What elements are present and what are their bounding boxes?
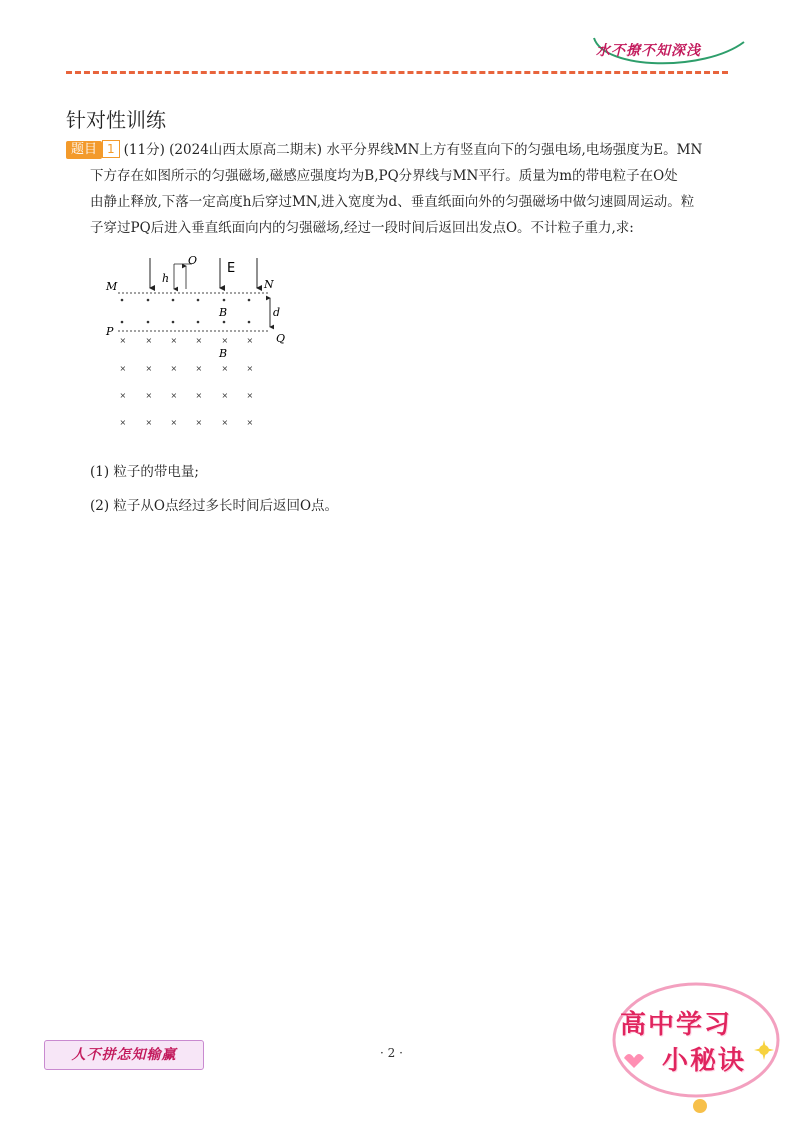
- field-cross-mark: ×: [170, 364, 178, 373]
- field-dot-mark: [147, 321, 150, 324]
- footer-motto: 人不拼怎知输赢: [44, 1040, 204, 1070]
- field-dot-mark: [197, 299, 200, 302]
- problem-line-1: (11分) (2024山西太原高二期末) 水平分界线MN上方有竖直向下的匀强电场,电场强度为E。MN: [123, 142, 703, 158]
- field-dot-mark: [172, 321, 175, 324]
- field-dot-mark: [223, 321, 226, 324]
- field-cross-mark: ×: [119, 418, 127, 427]
- field-cross-mark: ×: [195, 418, 203, 427]
- field-cross-mark: ×: [145, 391, 153, 400]
- field-dot-mark: [197, 321, 200, 324]
- label-q: Q: [276, 332, 286, 345]
- label-o: O: [188, 254, 198, 267]
- label-h: h: [162, 272, 170, 285]
- label-b-out: B: [219, 306, 228, 319]
- label-d: d: [273, 306, 281, 319]
- question-list: [90, 455, 730, 523]
- field-cross-mark: ×: [119, 364, 127, 373]
- section-title: 针对性训练: [66, 108, 166, 132]
- field-cross-mark: ×: [170, 418, 178, 427]
- field-dot-mark: [121, 321, 124, 324]
- field-cross-mark: ×: [246, 418, 254, 427]
- field-cross-mark: ×: [195, 364, 203, 373]
- field-cross-mark: ×: [246, 364, 254, 373]
- page-number: · 2 ·: [380, 1046, 403, 1060]
- field-dot-mark: [223, 299, 226, 302]
- label-n: N: [264, 278, 274, 291]
- field-diagram: [100, 250, 300, 430]
- header-motto: 水不撩不知深浅: [596, 43, 701, 59]
- question-2: (2) 粒子从O点经过多长时间后返回O点。: [90, 498, 339, 514]
- field-cross-mark: ×: [195, 336, 203, 345]
- question-1: (1) 粒子的带电量;: [90, 464, 199, 480]
- field-dot-mark: [248, 321, 251, 324]
- problem-tag: 题目: [66, 141, 102, 159]
- field-cross-mark: ×: [221, 336, 229, 345]
- field-cross-mark: ×: [145, 336, 153, 345]
- field-cross-mark: ×: [195, 391, 203, 400]
- field-cross-mark: ×: [145, 364, 153, 373]
- problem-line-2: 下方存在如图所示的匀强磁场,磁感应强度均为B,PQ分界线与MN平行。质量为m的带电粒子在O处: [90, 168, 678, 184]
- label-b-in: B: [219, 347, 228, 360]
- field-cross-mark: ×: [170, 391, 178, 400]
- label-m: M: [106, 280, 118, 293]
- label-e: E: [227, 261, 236, 276]
- field-cross-mark: ×: [119, 391, 127, 400]
- field-cross-mark: ×: [170, 336, 178, 345]
- field-cross-mark: ×: [221, 418, 229, 427]
- logo-text-line-1: 高中学习: [620, 1010, 733, 1040]
- field-dot-mark: [172, 299, 175, 302]
- field-cross-mark: ×: [246, 336, 254, 345]
- label-p: P: [106, 325, 114, 338]
- header-divider: [66, 71, 728, 74]
- field-dot-mark: [248, 299, 251, 302]
- problem-line-3: 由静止释放,下落一定高度h后穿过MN,进入宽度为d、垂直纸面向外的匀强磁场中做匀速圆周运动。粒: [90, 194, 695, 210]
- problem-number: 1: [102, 140, 120, 158]
- field-dot-mark: [147, 299, 150, 302]
- problem-statement: [66, 137, 732, 241]
- logo-text-line-2: 小秘诀: [662, 1046, 747, 1076]
- field-cross-mark: ×: [221, 391, 229, 400]
- field-cross-mark: ×: [246, 391, 254, 400]
- field-cross-mark: ×: [119, 336, 127, 345]
- field-dot-mark: [121, 299, 124, 302]
- field-cross-mark: ×: [145, 418, 153, 427]
- field-cross-mark: ×: [221, 364, 229, 373]
- problem-line-4: 子穿过PQ后进入垂直纸面向内的匀强磁场,经过一段时间后返回出发点O。不计粒子重力,求:: [90, 220, 634, 236]
